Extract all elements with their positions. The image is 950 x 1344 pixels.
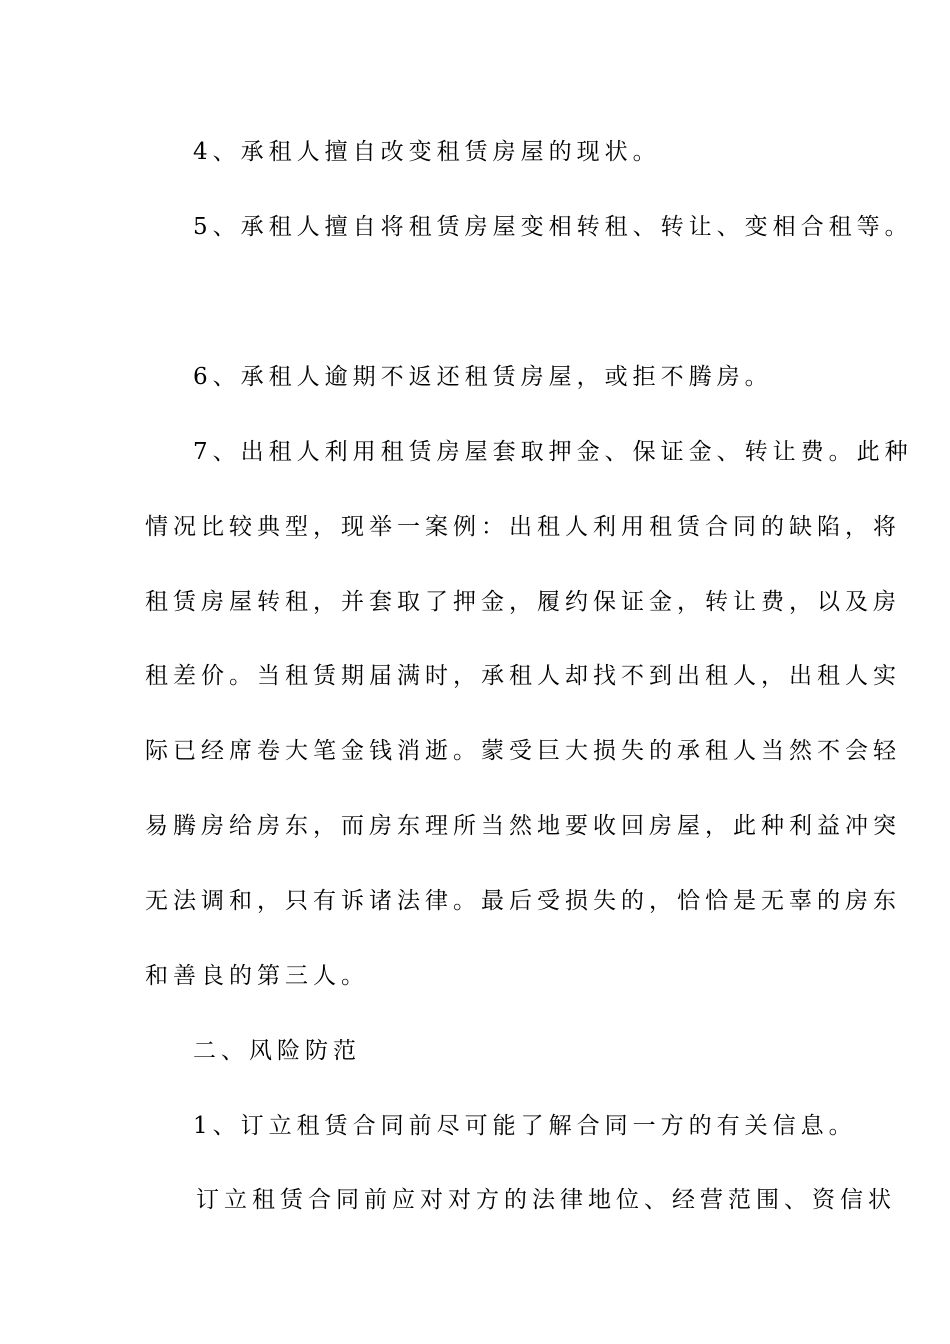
section-heading-risk-prevention: 二、风险防范	[193, 1038, 361, 1064]
paragraph-item-7-line-2: 情况比较典型，现举一案例：出租人利用租赁合同的缺陷，将	[145, 514, 901, 540]
paragraph-item-7-line-7: 无法调和，只有诉诸法律。最后受损失的，恰恰是无辜的房东	[145, 888, 901, 914]
paragraph-item-4: 4、承租人擅自改变租赁房屋的现状。	[193, 139, 661, 165]
paragraph-prevention-1: 1、订立租赁合同前尽可能了解合同一方的有关信息。	[193, 1113, 857, 1139]
paragraph-item-7-line-4: 租差价。当租赁期届满时，承租人却找不到出租人，出租人实	[145, 663, 901, 689]
paragraph-item-6: 6、承租人逾期不返还租赁房屋，或拒不腾房。	[193, 364, 773, 390]
paragraph-item-5: 5、承租人擅自将租赁房屋变相转租、转让、变相合租等。	[193, 214, 913, 240]
paragraph-item-7-line-3: 租赁房屋转租，并套取了押金，履约保证金，转让费，以及房	[145, 589, 901, 615]
paragraph-prevention-1-detail: 订立租赁合同前应对对方的法律地位、经营范围、资信状	[196, 1187, 896, 1213]
paragraph-item-7-line-5: 际已经席卷大笔金钱消逝。蒙受巨大损失的承租人当然不会轻	[145, 738, 901, 764]
paragraph-item-7-line-6: 易腾房给房东，而房东理所当然地要收回房屋，此种利益冲突	[145, 813, 901, 839]
paragraph-item-7-line-1: 7、出租人利用租赁房屋套取押金、保证金、转让费。此种	[193, 439, 913, 465]
paragraph-item-7-line-8: 和善良的第三人。	[145, 963, 369, 989]
